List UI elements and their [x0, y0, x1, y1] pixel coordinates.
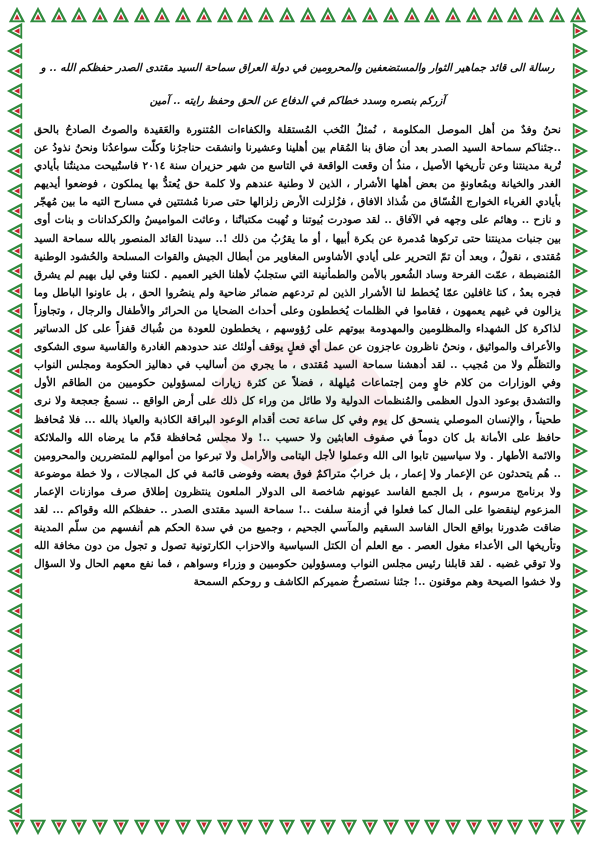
triangle-ornament-icon [571, 582, 589, 600]
triangle-ornament-icon [6, 602, 24, 620]
letter-heading-line-2: آزركم بنصره وسدد خطاكم في الدفاع عن الحق وحفظ رايته .. آمين [149, 95, 446, 107]
triangle-ornament-icon [6, 782, 24, 800]
triangle-ornament-icon [6, 422, 24, 440]
triangle-ornament-icon [29, 6, 47, 24]
triangle-ornament-icon [6, 402, 24, 420]
triangle-ornament-icon [6, 42, 24, 60]
triangle-ornament-icon [50, 818, 68, 836]
triangle-ornament-icon [571, 482, 589, 500]
triangle-ornament-icon [6, 322, 24, 340]
triangle-ornament-icon [6, 622, 24, 640]
triangle-ornament-icon [278, 6, 296, 24]
triangle-ornament-icon [423, 818, 441, 836]
triangle-ornament-icon [571, 262, 589, 280]
triangle-ornament-icon [6, 482, 24, 500]
triangle-ornament-icon [569, 818, 587, 836]
triangle-ornament-icon [6, 202, 24, 220]
triangle-ornament-icon [6, 522, 24, 540]
triangle-ornament-icon [50, 6, 68, 24]
triangle-ornament-icon [571, 322, 589, 340]
triangle-ornament-icon [571, 522, 589, 540]
triangle-ornament-icon [257, 818, 275, 836]
triangle-ornament-icon [444, 818, 462, 836]
triangle-ornament-icon [571, 162, 589, 180]
triangle-ornament-icon [340, 818, 358, 836]
triangle-ornament-icon [278, 818, 296, 836]
triangle-ornament-icon [486, 6, 504, 24]
triangle-ornament-icon [6, 62, 24, 80]
triangle-ornament-icon [571, 342, 589, 360]
triangle-ornament-icon [571, 382, 589, 400]
triangle-ornament-icon [133, 818, 151, 836]
triangle-ornament-icon [465, 6, 483, 24]
triangle-ornament-icon [571, 802, 589, 820]
triangle-ornament-icon [6, 542, 24, 560]
triangle-ornament-icon [8, 818, 26, 836]
triangle-ornament-icon [195, 818, 213, 836]
triangle-ornament-icon [361, 6, 379, 24]
triangle-ornament-icon [571, 102, 589, 120]
triangle-ornament-icon [299, 6, 317, 24]
triangle-ornament-icon [340, 6, 358, 24]
triangle-ornament-icon [195, 6, 213, 24]
triangle-ornament-icon [6, 442, 24, 460]
triangle-ornament-icon [571, 362, 589, 380]
triangle-ornament-icon [444, 6, 462, 24]
triangle-ornament-icon [571, 742, 589, 760]
triangle-ornament-icon [6, 162, 24, 180]
triangle-ornament-icon [6, 82, 24, 100]
triangle-ornament-icon [571, 22, 589, 40]
triangle-ornament-icon [382, 818, 400, 836]
triangle-ornament-icon [571, 222, 589, 240]
triangle-ornament-icon [257, 6, 275, 24]
triangle-ornament-icon [319, 6, 337, 24]
triangle-ornament-icon [571, 502, 589, 520]
triangle-ornament-icon [571, 242, 589, 260]
triangle-ornament-icon [6, 182, 24, 200]
triangle-ornament-icon [548, 6, 566, 24]
triangle-ornament-icon [571, 782, 589, 800]
triangle-ornament-icon [423, 6, 441, 24]
triangle-ornament-icon [6, 742, 24, 760]
triangle-ornament-icon [548, 818, 566, 836]
triangle-ornament-icon [571, 622, 589, 640]
letter-paragraph: نحنُ وفدٌ من أهل الموصل المكلومة ، نُمثلُ النُخب المُستقلة والكفاءات المُتنورة والعَقيدة والصوتُ الصادحُ بالحق ..جئناكم سماحة السيد الصدر بعد أن ضاق بنا المُقام بين أهلينا وعشيرنا وانشقت حناجرُنا وكلّت سواعدُنا ونحنُ نذودُ عن تُربة مدينتنا وعن تأريخها الأصيل ، منذُ أن وقعت الواقعة في التاسع من شهر حزيران سنة ٢٠١٤ فاستُبيحت مدينتُنا بأيادي الغدر والخيانة وبمُعاونةٍ من بعض أهلها الأشرار ، الذين لا وطنية عندهم ولا كلمة حق يُعتدُّ بها يملكون ، فوضعوا أيديهم بأيادي الغرباء الخوارج الفُسّاق من شُذاذ الافاق ، فزُلزلت الأرض زلزالها حتى صرنا مُشتتين في مسارح التيه ما بين مُهجّر و نازح .. وهائم على وجهه في الآفاق .. لقد صودرت بُيوتنا و نُهبت مكتباتُنا ، وعاثت المواميسُ والكركدانات و بنات أوى بين جنبات مدينتنا حتى تركوها مُدمرة عن بكرة أبيها ، أو ما يقرُبُ من ذلك !.. سيدنا القائد المنصور بالله سماحة السيد مُقتدى ، نقولُ ، وبعد أن تمّ التحرير على أيادي الأشاوس المغاوير من أبطال الجيش والقوات المسلحة والحُشود الوطنية المُنضبطة ، عمّت الفرحة وساد الشُعور بالأمن والطمأنينة التي ستجلبُ لأهلنا الخير العميم . لكننا وفي ليل بهيم لم يشرق فجره بعدُ ، كنا غافلين عمّا يُخطط لنا الأشرار الذين لم تردعهم ضمائر ضاحية ولم ينصُروا الحق ، بل عاونوا الباطل وما يزالون في غيهم يعمهون ، فقاموا في الظلمات يُخططون وعلى أحداث الضحايا من الحرائر والأطفال والرجال ، وتجاوزاً لذاكرة كل الشهداء والمظلومين والمهدومة بيوتهم على رُؤوسهم ، يخططون للعودة من شُباك قفزاً على كل الدساتير والأعراف والمواثيق ، ونحنُ ناظرون عاجزون عن عمل أي فعلٍ يوقف أولئك عند حدودهم الغادرة والقاسية سوى الشكوى والتظلّم ولا من مُجيب .. لقد أدهشنا سماحة السيد مُقتدى ، ما يجري من أساليب في دهاليز الحكومة ومجلس النواب وفي الوزارات من كلام خاوٍ ومن إجتماعات مُيلهلة ، فضلاً عن كثرة زيارات لمسؤولين حكوميين من الطاقم الأول والتشدق بوعود الدول العظمى والمُنظمات الدولية ولا طائل من وراء كل ذلك على أرض الواقع .. نسمعُ جعجعة ولا نرى طحيناً ، والإنسان الموصلي ينسحق كل يوم وفي كل ساعة تحت أقدام الوعود البراقة الكاذبة والعياذ بالله ... فلا مُحافظ حافظ على الأمانة بل كان دوماً في صفوف العابثين ولا حسيب ..! ولا مجلس مُحافظة قدّم ما يرضاه الله والملائكة والائمة الأطهار . ولا سياسيين تابوا الى الله وعملوا لأجل اليتامى والأرامل ولا تبرعوا من أموالهم للمتضررين والمحرومين .. هُم يتحدثون عن الإعمار ولا إعمار ، بل خرابٌ متراكمٌ فوق بعضه وفوضى قائمة في كل المجالات ، ولا خطة موضوعة ولا برنامج مرسوم ، بل الجمع الفاسد عيونهم شاخصة الى الدولار الملعون ينتظرون إطلاق صرف موازنات الإعمار المزعوم لينقضوا على المال كما فعلوا في أزمنة سلفت ..! سماحة السيد مقتدى الصدر .. حفظكم الله وقواكم ... لقد ضاقت صُدورنا بواقع الحال الفاسد السقيم والمآسي الجحيم ، وجميع من في سدة الحكم هم أنفسهم من سلّم المدينة وتأريخها الى الأعداء مغول العصر . مع العلم أن الكتل السياسية والاحزاب الكارتونية تصول و تجول من دون مخافة الله ولا توقي غضبه . لقد قابلنا رئيس مجلس النواب ومسؤولين حكوميين و وزراء وسواهم ، فما نفع معهم الحال ولا السؤال ولا خشوا الصيحة وهم موقنون ..! جئنا نستصرخُ ضميركم الكاشف و روحكم السمحة [34, 124, 561, 589]
triangle-ornament-icon [236, 6, 254, 24]
triangle-ornament-icon [571, 442, 589, 460]
triangle-ornament-icon [153, 6, 171, 24]
triangle-ornament-icon [571, 182, 589, 200]
letter-heading-line-1: رسالة الى قائد جماهير الثوار والمستضعفين والمحرومين في دولة العراق سماحة السيد مقتدى الصدر حفظكم الله .. و [40, 62, 555, 74]
triangle-ornament-icon [6, 222, 24, 240]
triangle-ornament-icon [571, 702, 589, 720]
triangle-ornament-icon [112, 818, 130, 836]
triangle-ornament-icon [216, 6, 234, 24]
ornamental-border-left [4, 22, 26, 820]
triangle-ornament-icon [6, 362, 24, 380]
triangle-ornament-icon [486, 818, 504, 836]
triangle-ornament-icon [6, 762, 24, 780]
triangle-ornament-icon [174, 818, 192, 836]
triangle-ornament-icon [91, 6, 109, 24]
triangle-ornament-icon [571, 302, 589, 320]
triangle-ornament-icon [6, 22, 24, 40]
triangle-ornament-icon [70, 6, 88, 24]
triangle-ornament-icon [6, 302, 24, 320]
triangle-ornament-icon [571, 82, 589, 100]
triangle-ornament-icon [527, 6, 545, 24]
triangle-ornament-icon [527, 818, 545, 836]
triangle-ornament-icon [6, 122, 24, 140]
triangle-ornament-icon [6, 462, 24, 480]
ornamental-border-bottom [8, 816, 587, 838]
triangle-ornament-icon [571, 562, 589, 580]
triangle-ornament-icon [6, 802, 24, 820]
ornamental-border-right [569, 22, 591, 820]
triangle-ornament-icon [174, 6, 192, 24]
triangle-ornament-icon [571, 642, 589, 660]
triangle-ornament-icon [6, 262, 24, 280]
triangle-ornament-icon [571, 202, 589, 220]
triangle-ornament-icon [6, 582, 24, 600]
triangle-ornament-icon [571, 542, 589, 560]
triangle-ornament-icon [6, 382, 24, 400]
triangle-ornament-icon [571, 762, 589, 780]
triangle-ornament-icon [571, 122, 589, 140]
triangle-ornament-icon [403, 818, 421, 836]
triangle-ornament-icon [216, 818, 234, 836]
triangle-ornament-icon [133, 6, 151, 24]
triangle-ornament-icon [6, 702, 24, 720]
triangle-ornament-icon [571, 422, 589, 440]
triangle-ornament-icon [465, 818, 483, 836]
triangle-ornament-icon [299, 818, 317, 836]
triangle-ornament-icon [571, 402, 589, 420]
triangle-ornament-icon [153, 818, 171, 836]
triangle-ornament-icon [506, 818, 524, 836]
triangle-ornament-icon [6, 662, 24, 680]
triangle-ornament-icon [29, 818, 47, 836]
triangle-ornament-icon [571, 62, 589, 80]
triangle-ornament-icon [571, 662, 589, 680]
triangle-ornament-icon [236, 818, 254, 836]
triangle-ornament-icon [571, 602, 589, 620]
triangle-ornament-icon [571, 42, 589, 60]
triangle-ornament-icon [6, 282, 24, 300]
triangle-ornament-icon [6, 722, 24, 740]
triangle-ornament-icon [6, 242, 24, 260]
triangle-ornament-icon [6, 102, 24, 120]
triangle-ornament-icon [6, 502, 24, 520]
triangle-ornament-icon [361, 818, 379, 836]
triangle-ornament-icon [571, 282, 589, 300]
triangle-ornament-icon [70, 818, 88, 836]
triangle-ornament-icon [6, 682, 24, 700]
triangle-ornament-icon [571, 722, 589, 740]
ornamental-border-top [8, 4, 587, 26]
triangle-ornament-icon [506, 6, 524, 24]
letter-body [34, 121, 561, 811]
triangle-ornament-icon [112, 6, 130, 24]
triangle-ornament-icon [571, 682, 589, 700]
triangle-ornament-icon [382, 6, 400, 24]
triangle-ornament-icon [319, 818, 337, 836]
triangle-ornament-icon [571, 142, 589, 160]
triangle-ornament-icon [6, 342, 24, 360]
triangle-ornament-icon [571, 462, 589, 480]
triangle-ornament-icon [6, 562, 24, 580]
triangle-ornament-icon [6, 642, 24, 660]
triangle-ornament-icon [6, 142, 24, 160]
triangle-ornament-icon [91, 818, 109, 836]
triangle-ornament-icon [403, 6, 421, 24]
